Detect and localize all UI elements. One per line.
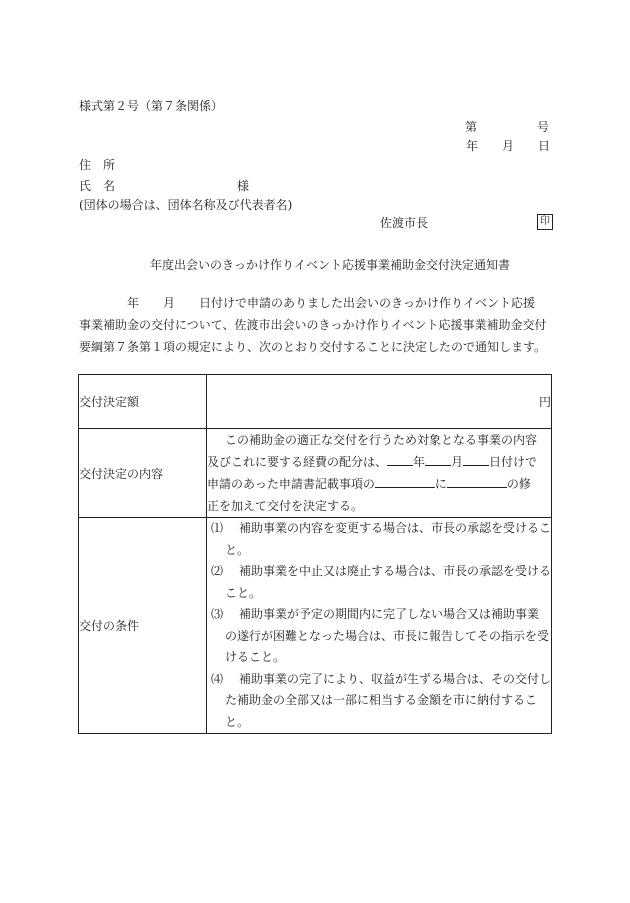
condition-item <box>211 669 551 734</box>
decision-content-label: 交付決定の内容 <box>79 429 207 518</box>
content-text: 年 <box>413 455 426 469</box>
condition-number: ⑷ <box>211 671 224 686</box>
condition-text: 補助事業が予定の期間内に完了しない場合又は補助事業 <box>239 607 540 621</box>
content-line: この補助金の適正な交付を行うため対象となる事業の内容 <box>225 433 538 447</box>
condition-number: ⑵ <box>211 564 224 578</box>
content-text: の修 <box>506 477 531 491</box>
group-note: (団体の場合は、団体名称及び代表者名) <box>79 198 293 212</box>
condition-number: ⑴ <box>211 521 224 535</box>
content-text: 及びこれに要する経費の配分は、 <box>207 455 388 469</box>
content-text: 申請のあった申請書記載事項の <box>207 477 375 491</box>
intro-line: 事業補助金の交付について、佐渡市出会いのきっかけ作りイベント応援事業補助金交付 <box>79 318 547 332</box>
content-text: に <box>434 477 447 491</box>
official-seal-box: 印 <box>537 214 553 230</box>
blank-item-to <box>447 473 507 488</box>
sama-honorific: 様 <box>237 179 250 193</box>
condition-text: と。 <box>225 542 250 557</box>
blank-month <box>425 451 451 466</box>
blank-year <box>387 451 413 466</box>
condition-item <box>211 561 551 604</box>
conditions-list <box>207 518 552 734</box>
decision-amount-value: 円 <box>207 375 552 429</box>
name-label: 氏 名 <box>79 179 116 193</box>
condition-text: の遂行が困難となった場合は、市長に報告してその指示を受 <box>225 628 550 643</box>
conditions-label: 交付の条件 <box>79 518 207 734</box>
condition-text: こと。 <box>225 585 262 600</box>
condition-item <box>211 604 551 669</box>
condition-text: けること。 <box>225 650 286 664</box>
content-text: 月 <box>451 455 464 469</box>
table-row <box>79 429 552 518</box>
content-line: 正を加えて交付を決定する。 <box>207 499 364 513</box>
content-line <box>207 473 551 495</box>
condition-item <box>211 518 551 561</box>
condition-text: 補助事業の完了により、収益が生ずる場合は、その交付し <box>239 671 552 686</box>
intro-line: 要綱第７条第１項の規定により、次のとおり交付することに決定したので通知します。 <box>79 340 547 354</box>
decision-amount-label: 交付決定額 <box>79 375 207 429</box>
condition-text: 補助事業の内容を変更する場合は、市長の承認を受けるこ <box>239 521 552 535</box>
blank-day <box>463 451 489 466</box>
intro-paragraph <box>79 292 554 358</box>
condition-text: た補助金の全部又は一部に相当する金額を市に納付するこ <box>225 693 538 707</box>
condition-number: ⑶ <box>211 607 224 621</box>
content-text: 日付けで <box>489 455 538 469</box>
condition-text: と。 <box>225 714 250 729</box>
issuer-name: 佐渡市長 <box>380 216 429 230</box>
decision-content-text <box>207 429 552 518</box>
content-line <box>207 451 551 473</box>
table-row <box>79 518 552 734</box>
date-line: 年 月 日 <box>466 139 551 153</box>
address-label: 住 所 <box>79 158 116 172</box>
grant-decision-table <box>78 374 552 734</box>
number-line: 第 号 <box>465 120 550 134</box>
condition-text: 補助事業を中止又は廃止する場合は、市長の承認を受ける <box>239 564 552 578</box>
form-id: 様式第２号（第７条関係） <box>79 99 224 113</box>
document-title: 年度出会いのきっかけ作りイベント応援事業補助金交付決定通知書 <box>150 258 511 272</box>
table-row <box>79 375 552 429</box>
intro-line: 年 月 日付けで申請のありました出会いのきっかけ作りイベント応援 <box>79 296 536 310</box>
blank-item-from <box>375 473 435 488</box>
